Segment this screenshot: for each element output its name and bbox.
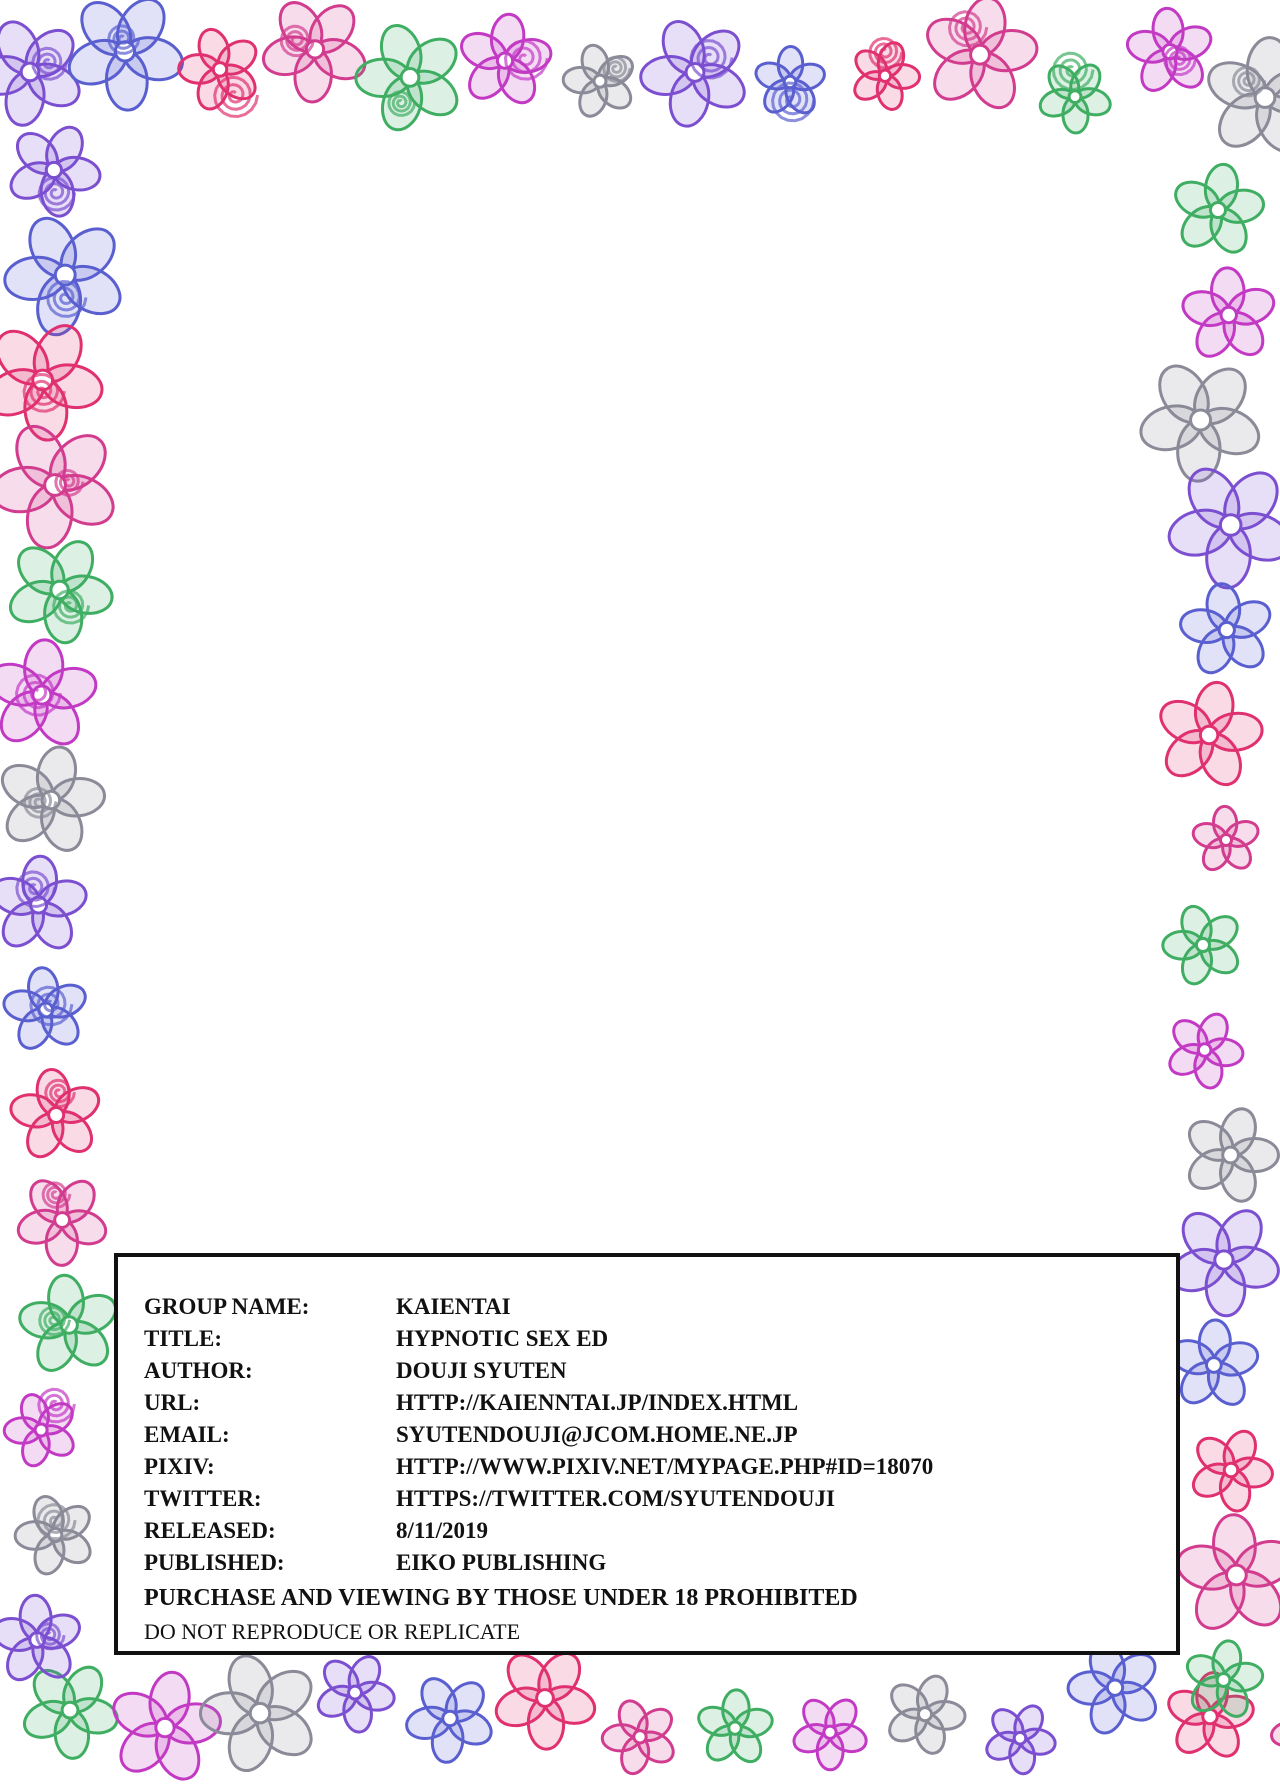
row-label: AUTHOR: (144, 1358, 253, 1383)
flower-ornament (1182, 1104, 1278, 1205)
row-value: HTTP://KAIENNTAI.JP/INDEX.HTML (396, 1390, 799, 1415)
row-author (144, 1355, 933, 1387)
flower-ornament (884, 1672, 966, 1757)
credits-list (144, 1291, 933, 1579)
row-email (144, 1419, 933, 1451)
row-label: RELEASED: (144, 1518, 276, 1543)
row-label: PIXIV: (144, 1454, 215, 1479)
flower-ornament (695, 1689, 776, 1767)
flower-ornament (107, 1669, 224, 1786)
flower-ornament (1037, 60, 1114, 134)
flower-ornament (259, 0, 370, 103)
row-value: KAIENTAI (396, 1294, 511, 1319)
flower-ornament (0, 743, 106, 856)
row-label: URL: (144, 1390, 201, 1415)
flower-ornament (313, 1651, 396, 1733)
flower-ornament (1178, 581, 1276, 678)
flower-ornament (1124, 7, 1215, 96)
row-released (144, 1515, 933, 1547)
flower-ornament (1165, 1203, 1280, 1317)
flower-ornament (920, 0, 1040, 115)
row-label: GROUP NAME: (144, 1294, 310, 1319)
flower-ornament (1165, 1009, 1245, 1090)
flower-ornament (1188, 1426, 1274, 1513)
flower-ornament (404, 1673, 497, 1764)
age-restriction-notice: PURCHASE AND VIEWING BY THOSE UNDER 18 PROHIBITED (144, 1585, 858, 1611)
row-published (144, 1547, 933, 1579)
flower-ornament (1179, 267, 1279, 363)
row-title (144, 1323, 933, 1355)
row-value: 8/11/2019 (396, 1518, 489, 1543)
row-label: TITLE: (144, 1326, 222, 1351)
row-label: TWITTER: (144, 1486, 262, 1511)
flower-ornament (602, 1697, 679, 1777)
flower-ornament (1170, 162, 1266, 258)
row-value: EIKO PUBLISHING (396, 1550, 607, 1575)
row-group-name (144, 1291, 933, 1323)
flower-ornament (1166, 1319, 1261, 1411)
flower-ornament (1269, 1695, 1280, 1765)
row-url (144, 1387, 933, 1419)
flower-ornament (1190, 806, 1261, 875)
row-pixiv (144, 1451, 933, 1483)
row-label: PUBLISHED: (144, 1550, 285, 1575)
flower-ornament (1202, 36, 1280, 160)
credits-box (114, 1253, 1180, 1655)
flower-ornament (1164, 460, 1280, 589)
flower-ornament (19, 1660, 121, 1759)
row-value: SYUTENDOUJI@JCOM.HOME.NE.JP (396, 1422, 798, 1447)
flower-ornament (1154, 679, 1265, 791)
flower-ornament (1163, 903, 1244, 988)
row-label: EMAIL: (144, 1422, 230, 1447)
flower-ornament (3, 211, 129, 339)
flower-ornament (563, 42, 638, 120)
flower-ornament (200, 1650, 320, 1776)
flower-ornament (0, 639, 100, 752)
swirl-ornament (1053, 53, 1093, 89)
reproduction-notice: DO NOT REPRODUCE OR REPLICATE (144, 1619, 521, 1644)
flower-ornament (790, 1694, 869, 1770)
row-value: HTTP://WWW.PIXIV.NET/MYPAGE.PHP#ID=18070 (396, 1454, 934, 1479)
row-value: HTTPS://TWITTER.COM/SYUTENDOUJI (396, 1486, 835, 1511)
flower-ornament (356, 20, 465, 134)
row-twitter (144, 1483, 933, 1515)
flower-ornament (4, 535, 115, 646)
row-value: DOUJI SYUTEN (396, 1358, 567, 1383)
flower-ornament (491, 1646, 599, 1750)
flower-ornament (63, 0, 187, 111)
flower-ornament (1173, 1513, 1280, 1637)
flower-ornament (982, 1701, 1057, 1775)
row-value: HYPNOTIC SEX ED (396, 1326, 609, 1351)
flower-ornament (1136, 357, 1265, 482)
